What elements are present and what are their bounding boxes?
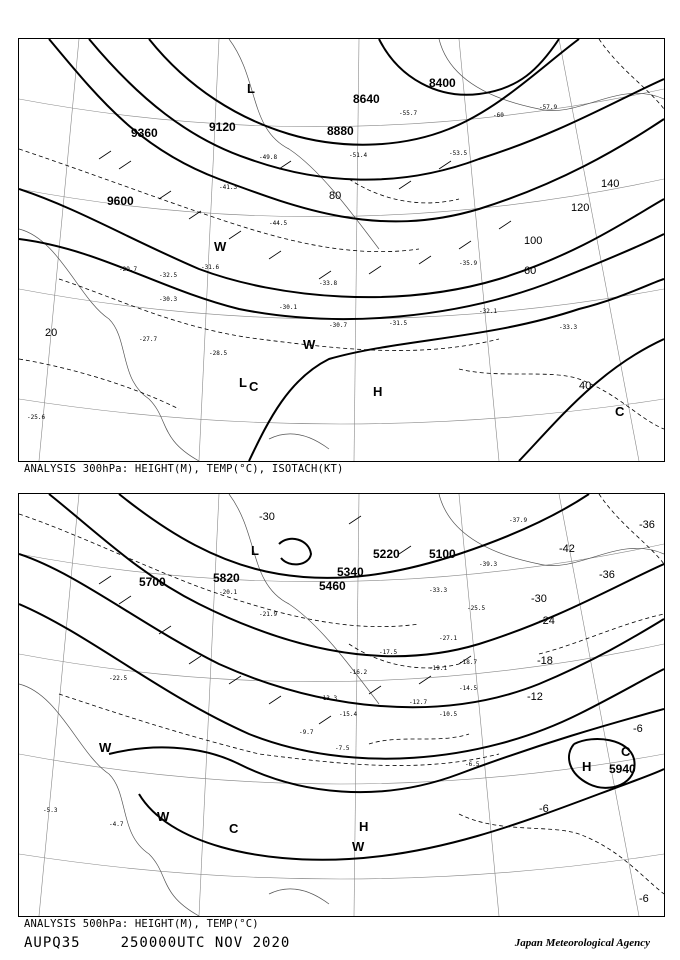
isotach-label: 20: [45, 327, 58, 339]
height-label: 5340: [337, 565, 364, 579]
svg-text:-41.3: -41.3: [219, 184, 238, 191]
svg-text:-49.8: -49.8: [259, 154, 278, 161]
isotherms: [19, 39, 664, 429]
warm-center: W: [99, 740, 112, 755]
svg-text:-6.5: -6.5: [465, 761, 480, 768]
svg-text:-9.7: -9.7: [299, 729, 314, 736]
svg-text:-16.2: -16.2: [349, 669, 368, 676]
svg-text:-53.5: -53.5: [449, 150, 468, 157]
height-contours: [19, 39, 664, 461]
map-500hpa: [18, 493, 665, 917]
isotherm-labels: [259, 511, 655, 905]
svg-text:-30: -30: [259, 511, 275, 523]
svg-text:-37.9: -37.9: [509, 517, 528, 524]
svg-text:-20.1: -20.1: [219, 589, 238, 596]
height-label: 5820: [213, 571, 240, 585]
svg-text:-12.7: -12.7: [409, 699, 428, 706]
graticule: [19, 39, 664, 461]
svg-text:-10.5: -10.5: [439, 711, 458, 718]
warm-center: W: [352, 839, 365, 854]
svg-text:-6: -6: [639, 893, 649, 905]
height-label: 5100: [429, 547, 456, 561]
height-label: 5940: [609, 762, 636, 776]
height-label: 9600: [107, 194, 134, 208]
height-label: 5460: [319, 579, 346, 593]
isotach-label: 140: [601, 178, 620, 190]
svg-text:-57.9: -57.9: [539, 104, 558, 111]
cold-center: C: [621, 744, 631, 759]
valid-time: 250000UTC NOV 2020: [120, 935, 291, 951]
svg-text:-30.7: -30.7: [329, 322, 348, 329]
caption-300hpa: ANALYSIS 300hPa: HEIGHT(M), TEMP(°C), ISOTACH(KT): [24, 463, 344, 475]
svg-text:-4.7: -4.7: [109, 821, 124, 828]
svg-text:-22.5: -22.5: [109, 675, 128, 682]
svg-text:-19.1: -19.1: [429, 665, 448, 672]
cold-center: C: [229, 821, 239, 836]
svg-text:-17.5: -17.5: [379, 649, 398, 656]
svg-text:-55.7: -55.7: [399, 110, 418, 117]
svg-text:-36: -36: [639, 519, 655, 531]
isotach-label: 40: [579, 380, 592, 392]
svg-text:-51.4: -51.4: [349, 152, 368, 159]
map-300hpa: [18, 38, 665, 462]
low-center: L: [251, 543, 259, 558]
chart-id: AUPQ35: [24, 935, 81, 951]
svg-text:-27.7: -27.7: [139, 336, 158, 343]
svg-text:-5.3: -5.3: [43, 807, 58, 814]
map-300hpa-drawing: [19, 39, 664, 461]
svg-text:-30.3: -30.3: [159, 296, 178, 303]
svg-text:-32.1: -32.1: [479, 308, 498, 315]
svg-text:-31.5: -31.5: [389, 320, 408, 327]
warm-center: W: [303, 337, 316, 352]
height-label: 5700: [139, 575, 166, 589]
svg-text:-44.5: -44.5: [269, 220, 288, 227]
svg-text:-33.3: -33.3: [559, 324, 578, 331]
cold-center: C: [249, 379, 259, 394]
svg-text:-39.3: -39.3: [479, 561, 498, 568]
coastline: [19, 39, 664, 461]
isotach-label: 60: [524, 265, 537, 277]
low-center: L: [239, 375, 247, 390]
svg-text:-12: -12: [527, 691, 543, 703]
svg-text:-36: -36: [599, 569, 615, 581]
svg-text:-6: -6: [539, 803, 549, 815]
svg-text:-30.1: -30.1: [279, 304, 298, 311]
height-label: 5220: [373, 547, 400, 561]
svg-text:-31.6: -31.6: [201, 264, 220, 271]
caption-500hpa: ANALYSIS 500hPa: HEIGHT(M), TEMP(°C): [24, 918, 259, 930]
high-center: H: [373, 384, 383, 399]
height-label: 8640: [353, 92, 380, 106]
svg-text:-33.3: -33.3: [429, 587, 448, 594]
height-label: 8400: [429, 76, 456, 90]
wind-barbs: [99, 516, 471, 724]
high-center: H: [359, 819, 369, 834]
svg-text:-27.1: -27.1: [439, 635, 458, 642]
svg-text:-14.5: -14.5: [459, 685, 478, 692]
svg-text:-30: -30: [531, 593, 547, 605]
low-center: L: [247, 81, 255, 96]
svg-text:-18: -18: [537, 655, 553, 667]
svg-text:-33.8: -33.8: [319, 280, 338, 287]
wind-barbs: [99, 151, 511, 279]
height-label: 9120: [209, 120, 236, 134]
svg-text:-42: -42: [559, 543, 575, 555]
svg-text:-15.4: -15.4: [339, 711, 358, 718]
warm-center: W: [214, 239, 227, 254]
svg-text:-35.9: -35.9: [459, 260, 478, 267]
high-center: H: [582, 759, 592, 774]
isotach-label: 120: [571, 202, 590, 214]
height-label: 9360: [131, 126, 158, 140]
svg-text:-29.7: -29.7: [119, 266, 138, 273]
height-label: 8880: [327, 124, 354, 138]
isotach-label: 100: [524, 235, 543, 247]
svg-text:-7.5: -7.5: [335, 745, 350, 752]
svg-text:-6: -6: [633, 723, 643, 735]
svg-text:-13.3: -13.3: [319, 695, 338, 702]
svg-text:-28.5: -28.5: [209, 350, 228, 357]
agency-name: Japan Meteorological Agency: [514, 937, 650, 949]
cold-center: C: [615, 404, 625, 419]
coastline: [19, 494, 664, 916]
svg-text:-18.7: -18.7: [459, 659, 478, 666]
svg-text:-25.5: -25.5: [467, 605, 486, 612]
isotach-label: 80: [329, 190, 342, 202]
svg-text:-32.5: -32.5: [159, 272, 178, 279]
graticule: [19, 494, 664, 916]
svg-text:-24: -24: [539, 615, 555, 627]
warm-center: W: [157, 809, 170, 824]
svg-text:-25.6: -25.6: [27, 414, 46, 421]
map-500hpa-drawing: [19, 494, 664, 916]
chart-code: [24, 935, 290, 951]
svg-text:-21.9: -21.9: [259, 611, 278, 618]
svg-text:-60: -60: [493, 112, 504, 119]
